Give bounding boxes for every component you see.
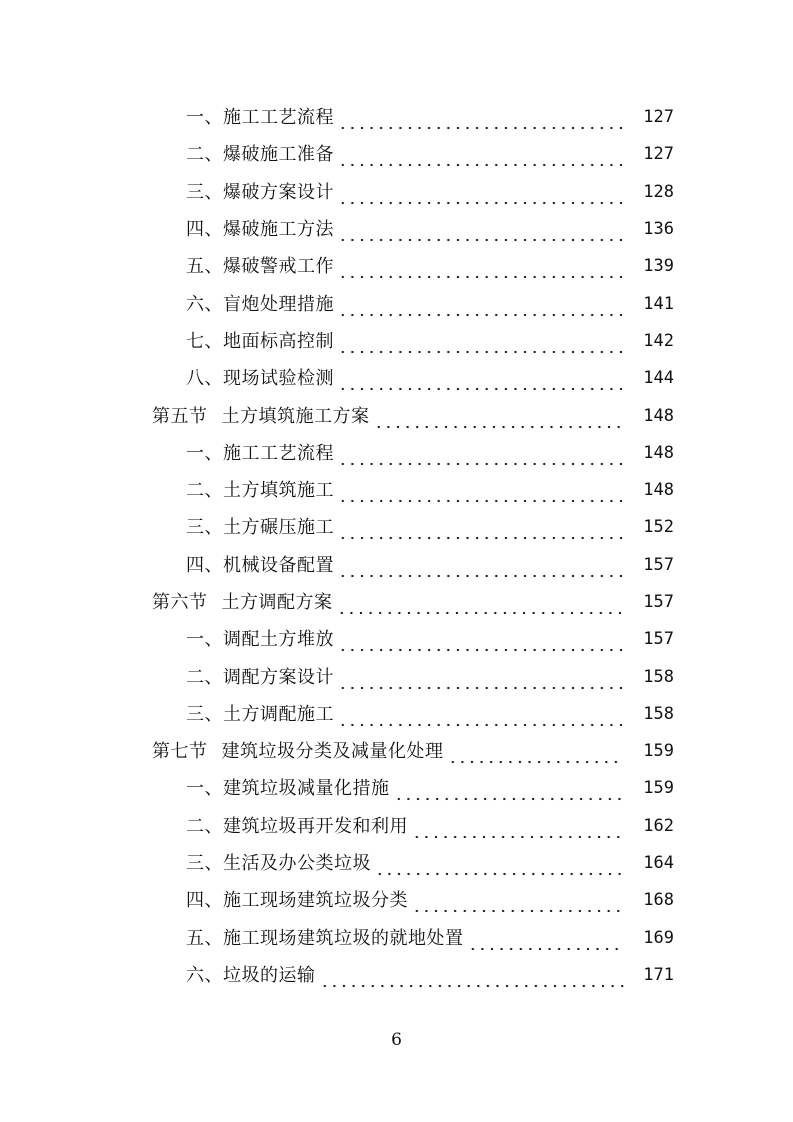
table-of-contents <box>0 99 793 994</box>
toc-entry-page: 162 <box>643 815 674 836</box>
toc-entry-number: 三、 <box>186 517 223 539</box>
toc-subsection-entry[interactable] <box>0 248 793 285</box>
toc-entry-page: 169 <box>643 927 674 948</box>
toc-entry-number: 一、 <box>186 778 223 800</box>
toc-entry-title: 土方填筑施工 <box>223 480 334 502</box>
toc-entry-title: 生活及办公类垃圾 <box>223 853 371 875</box>
toc-dot-leader <box>320 957 625 994</box>
toc-dot-leader <box>375 845 624 882</box>
toc-entry-title: 爆破施工准备 <box>223 144 334 166</box>
toc-dot-leader <box>338 99 624 136</box>
toc-entry-page: 159 <box>643 778 674 799</box>
toc-subsection-entry[interactable] <box>0 211 793 248</box>
toc-entry-page: 157 <box>643 629 674 650</box>
toc-entry-title: 爆破方案设计 <box>223 181 334 203</box>
toc-entry-page: 171 <box>643 964 674 985</box>
toc-entry-title: 土方填筑施工方案 <box>221 405 370 427</box>
toc-entry-page: 157 <box>643 592 674 612</box>
toc-dot-leader <box>337 584 625 621</box>
toc-entry-number: 一、 <box>186 629 223 651</box>
toc-entry-page: 148 <box>643 442 674 463</box>
toc-entry-page: 152 <box>643 517 674 538</box>
toc-subsection-entry[interactable] <box>0 696 793 733</box>
toc-entry-title: 建筑垃圾减量化措施 <box>223 778 390 800</box>
toc-entry-title: 爆破施工方法 <box>223 219 334 241</box>
toc-dot-leader <box>338 621 624 658</box>
toc-dot-leader <box>338 547 624 584</box>
toc-entry-number: 六、 <box>186 293 223 315</box>
toc-entry-number: 五、 <box>186 927 223 949</box>
toc-dot-leader <box>448 733 625 770</box>
toc-entry-number: 二、 <box>186 815 223 837</box>
toc-entry-number: 三、 <box>186 853 223 875</box>
toc-dot-leader <box>338 509 624 546</box>
toc-entry-title: 土方调配方案 <box>221 592 333 613</box>
toc-entry-page: 158 <box>643 703 674 724</box>
toc-subsection-entry[interactable] <box>0 174 793 211</box>
toc-dot-leader <box>374 398 625 435</box>
toc-entry-title: 调配方案设计 <box>223 666 334 688</box>
toc-dot-leader <box>338 211 624 248</box>
toc-entry-page: 128 <box>643 181 674 202</box>
toc-dot-leader <box>338 248 624 285</box>
page-number: 6 <box>391 1030 402 1050</box>
toc-dot-leader <box>394 770 625 807</box>
toc-entry-title: 调配土方堆放 <box>223 629 334 651</box>
toc-entry-number: 二、 <box>186 144 223 166</box>
toc-entry-page: 142 <box>643 330 674 351</box>
toc-section-entry[interactable] <box>0 584 793 621</box>
toc-dot-leader <box>412 808 624 845</box>
toc-entry-number: 第七节 <box>152 741 208 763</box>
toc-entry-number: 第六节 <box>152 592 208 613</box>
toc-subsection-entry[interactable] <box>0 99 793 136</box>
toc-subsection-entry[interactable] <box>0 957 793 994</box>
toc-subsection-entry[interactable] <box>0 547 793 584</box>
toc-entry-number: 六、 <box>186 964 223 986</box>
toc-dot-leader <box>338 659 624 696</box>
toc-entry-page: 136 <box>643 219 674 240</box>
toc-dot-leader <box>338 472 624 509</box>
toc-subsection-entry[interactable] <box>0 509 793 546</box>
toc-entry-title: 施工现场建筑垃圾分类 <box>223 890 408 912</box>
toc-entry-number: 四、 <box>186 554 223 576</box>
toc-subsection-entry[interactable] <box>0 360 793 397</box>
toc-entry-page: 148 <box>643 405 674 426</box>
toc-entry-title: 土方调配施工 <box>223 703 334 725</box>
toc-entry-title: 施工工艺流程 <box>223 442 334 464</box>
toc-entry-title: 施工现场建筑垃圾的就地处置 <box>223 927 464 949</box>
toc-entry-number: 七、 <box>186 330 223 352</box>
toc-entry-title: 土方碾压施工 <box>223 517 334 539</box>
toc-subsection-entry[interactable] <box>0 920 793 957</box>
toc-dot-leader <box>338 286 624 323</box>
toc-entry-number: 二、 <box>186 666 223 688</box>
toc-section-entry[interactable] <box>0 733 793 770</box>
toc-subsection-entry[interactable] <box>0 472 793 509</box>
toc-entry-title: 机械设备配置 <box>223 554 334 576</box>
toc-subsection-entry[interactable] <box>0 845 793 882</box>
toc-entry-title: 现场试验检测 <box>223 368 334 390</box>
toc-entry-number: 四、 <box>186 219 223 241</box>
toc-entry-page: 148 <box>643 480 674 501</box>
toc-entry-title: 建筑垃圾分类及减量化处理 <box>221 741 444 763</box>
toc-entry-title: 施工工艺流程 <box>223 107 334 129</box>
toc-entry-page: 144 <box>643 368 674 389</box>
toc-entry-title: 垃圾的运输 <box>223 964 316 986</box>
toc-entry-title: 爆破警戒工作 <box>223 256 334 278</box>
toc-dot-leader <box>338 435 624 472</box>
toc-dot-leader <box>338 696 624 733</box>
toc-subsection-entry[interactable] <box>0 808 793 845</box>
toc-subsection-entry[interactable] <box>0 323 793 360</box>
toc-entry-number: 二、 <box>186 480 223 502</box>
toc-entry-number: 一、 <box>186 107 223 129</box>
toc-dot-leader <box>468 920 625 957</box>
toc-section-entry[interactable] <box>0 397 793 434</box>
toc-entry-page: 127 <box>643 144 674 165</box>
toc-entry-number: 四、 <box>186 890 223 912</box>
toc-subsection-entry[interactable] <box>0 285 793 322</box>
toc-subsection-entry[interactable] <box>0 770 793 807</box>
toc-subsection-entry[interactable] <box>0 658 793 695</box>
toc-entry-number: 三、 <box>186 181 223 203</box>
toc-dot-leader <box>338 136 624 173</box>
toc-entry-number: 三、 <box>186 703 223 725</box>
toc-entry-title: 盲炮处理措施 <box>223 293 334 315</box>
toc-entry-page: 158 <box>643 666 674 687</box>
toc-dot-leader <box>412 882 624 919</box>
toc-entry-page: 141 <box>643 293 674 314</box>
toc-entry-page: 139 <box>643 256 674 277</box>
toc-entry-title: 地面标高控制 <box>223 330 334 352</box>
toc-dot-leader <box>338 323 624 360</box>
toc-entry-page: 159 <box>643 741 674 762</box>
toc-entry-number: 第五节 <box>152 405 208 427</box>
toc-entry-page: 157 <box>643 554 674 575</box>
toc-entry-page: 164 <box>643 853 674 874</box>
toc-subsection-entry[interactable] <box>0 136 793 173</box>
toc-entry-page: 168 <box>643 890 674 911</box>
toc-dot-leader <box>338 174 624 211</box>
toc-entry-title: 建筑垃圾再开发和利用 <box>223 815 408 837</box>
toc-entry-page: 127 <box>643 107 674 128</box>
toc-subsection-entry[interactable] <box>0 621 793 658</box>
toc-dot-leader <box>338 360 624 397</box>
toc-entry-number: 八、 <box>186 368 223 390</box>
toc-entry-number: 一、 <box>186 442 223 464</box>
toc-entry-number: 五、 <box>186 256 223 278</box>
toc-subsection-entry[interactable] <box>0 882 793 919</box>
toc-subsection-entry[interactable] <box>0 435 793 472</box>
